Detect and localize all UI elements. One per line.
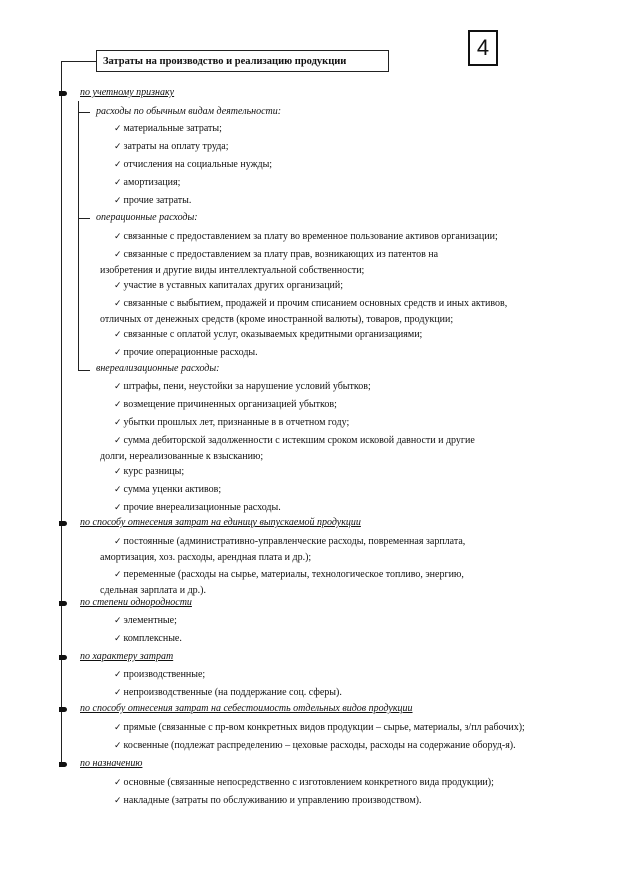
list-item: ✓ связанные с оплатой услуг, оказываемых кредитными организациями; — [114, 329, 423, 340]
page-number: 4 — [468, 30, 498, 66]
list-item: ✓ отчисления на социальные нужды; — [114, 159, 273, 170]
check-icon: ✓ — [114, 196, 122, 206]
list-item: ✓ возмещение причиненных организацией убытков; — [114, 399, 337, 410]
list-item: ✓ прочие затраты. — [114, 195, 192, 206]
sub-connector — [78, 218, 90, 219]
check-icon: ✓ — [114, 232, 122, 242]
list-homogeneity — [114, 613, 182, 649]
check-icon: ✓ — [114, 178, 122, 188]
sub-connector — [78, 112, 90, 113]
check-icon: ✓ — [114, 741, 122, 751]
arrow-icon — [59, 521, 67, 526]
list-non-operating — [100, 379, 475, 518]
check-icon: ✓ — [114, 503, 122, 513]
list-item: ✓ связанные с предоставлением за плату прав, возникающих из патентов на изобретения и другие виды интеллектуальной собственности; — [100, 249, 439, 276]
list-purpose — [114, 775, 494, 811]
subgroup-non-operating: внереализационные расходы: — [96, 363, 220, 374]
check-icon: ✓ — [114, 418, 122, 428]
check-icon: ✓ — [114, 436, 122, 446]
arrow-icon — [59, 707, 67, 712]
list-item: ✓ штрафы, пени, неустойки за нарушение условий убытков; — [114, 381, 371, 392]
check-icon: ✓ — [114, 634, 122, 644]
list-item: ✓ косвенные (подлежат распределению – цеховые расходы, расходы на содержание оборуд-я). — [114, 740, 516, 751]
list-item: ✓ постоянные (административно-управленческие расходы, повременная зарплата, амортизация, хоз. расходы, арендная плата и др.); — [100, 536, 466, 563]
check-icon: ✓ — [114, 723, 122, 733]
arrow-icon — [59, 762, 67, 767]
list-item: ✓ затраты на оплату труда; — [114, 141, 229, 152]
list-ordinary — [114, 121, 272, 211]
category-accounting: по учетному признаку — [80, 87, 175, 98]
list-item: ✓ участие в уставных капиталах других организаций; — [114, 280, 344, 291]
diagram-title: Затраты на производство и реализацию продукции — [96, 50, 389, 72]
check-icon: ✓ — [114, 670, 122, 680]
list-item: ✓ накладные (затраты по обслуживанию и управлению производством). — [114, 795, 422, 806]
check-icon: ✓ — [114, 467, 122, 477]
check-icon: ✓ — [114, 281, 122, 291]
list-item: ✓ материальные затраты; — [114, 123, 222, 134]
check-icon: ✓ — [114, 250, 122, 260]
title-connector — [61, 61, 96, 62]
sub-trunk-line — [78, 101, 79, 370]
category-unit-allocation: по способу отнесения затрат на единицу выпускаемой продукции — [80, 517, 361, 528]
list-item: ✓ производственные; — [114, 669, 206, 680]
sub-connector — [78, 370, 90, 371]
list-item: ✓ прямые (связанные с пр-вом конкретных видов продукции – сырье, материалы, з/пл рабочих); — [114, 722, 525, 733]
list-item: ✓ связанные с предоставлением за плату во временное пользование активов организации; — [114, 231, 498, 242]
check-icon: ✓ — [114, 330, 122, 340]
category-nature: по характеру затрат — [80, 651, 174, 662]
list-item: ✓ прочие операционные расходы. — [114, 347, 258, 358]
check-icon: ✓ — [114, 485, 122, 495]
check-icon: ✓ — [114, 796, 122, 806]
list-item: ✓ сумма дебиторской задолженности с истекшим сроком исковой давности и другие долги, нереализованные к взысканию; — [100, 435, 475, 462]
list-item: ✓ убытки прошлых лет, признанные в в отчетном году; — [114, 417, 350, 428]
category-homogeneity: по степени однородности — [80, 597, 192, 608]
subgroup-ordinary: расходы по обычным видам деятельности: — [96, 106, 282, 117]
list-item: ✓ связанные с выбытием, продажей и прочим списанием основных средств и иных активов, отличных от денежных средств (кроме иностранной валюты), товаров, продукции; — [100, 298, 508, 325]
list-item: ✓ сумма уценки активов; — [114, 484, 222, 495]
check-icon: ✓ — [114, 778, 122, 788]
list-item: ✓ курс разницы; — [114, 466, 185, 477]
arrow-icon — [59, 91, 67, 96]
list-item: ✓ переменные (расходы на сырье, материалы, технологическое топливо, энергию, сдельная зарплата и др.). — [100, 569, 464, 596]
check-icon: ✓ — [114, 142, 122, 152]
list-item: ✓ амортизация; — [114, 177, 181, 188]
check-icon: ✓ — [114, 688, 122, 698]
list-operating — [100, 229, 508, 363]
arrow-icon — [59, 601, 67, 606]
list-item: ✓ непроизводственные (на поддержание соц. сферы). — [114, 687, 342, 698]
check-icon: ✓ — [114, 382, 122, 392]
check-icon: ✓ — [114, 299, 122, 309]
check-icon: ✓ — [114, 400, 122, 410]
check-icon: ✓ — [114, 124, 122, 134]
list-unit-allocation — [100, 534, 466, 598]
list-item: ✓ комплексные. — [114, 633, 182, 644]
check-icon: ✓ — [114, 348, 122, 358]
subgroup-operating: операционные расходы: — [96, 212, 198, 223]
arrow-icon — [59, 655, 67, 660]
check-icon: ✓ — [114, 160, 122, 170]
check-icon: ✓ — [114, 616, 122, 626]
list-item: ✓ элементные; — [114, 615, 177, 626]
list-item: ✓ прочие внереализационные расходы. — [114, 502, 281, 513]
category-cost-attribution: по способу отнесения затрат на себестоимость отдельных видов продукции — [80, 703, 413, 714]
check-icon: ✓ — [114, 537, 122, 547]
list-item: ✓ основные (связанные непосредственно с изготовлением конкретного вида продукции); — [114, 777, 494, 788]
check-icon: ✓ — [114, 570, 122, 580]
list-cost-attribution — [114, 720, 525, 756]
category-purpose: по назначению — [80, 758, 143, 769]
list-nature — [114, 667, 342, 703]
